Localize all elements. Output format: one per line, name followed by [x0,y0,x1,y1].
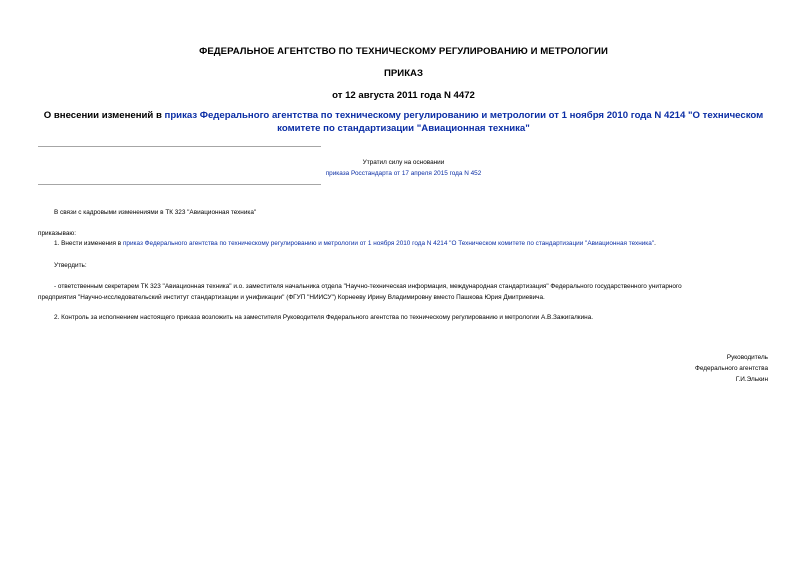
signature-title-2: Федерального агентства [694,365,768,372]
subject-link[interactable]: приказ Федерального агентства по техническому регулированию и метрологии от 1 ноября 2010 года N 4214 "О техническом комитете по стандартизации "Авиационная техника" [164,110,764,134]
approve-paragraph: Утвердить: [54,262,87,269]
item-1-link[interactable]: приказ Федерального агентства по техническому регулированию и метрологии от 1 ноября 2010 года N 4214 "О Техническом комитете по стандартизации "Авиационная техника" [122,240,655,247]
order-word: приказываю: [38,230,76,237]
secretary-line-2: предприятия "Научно-исследовательский институт стандартизации и унификации" (ФГУП "НИИСУ") Корнееву Ирину Владимировну вместо Пашкова Юрия Дмитриевича. [38,294,545,301]
signature-name: Г.И.Элькин [735,376,768,383]
secretary-line-1: - ответственным секретарем ТК 323 "Авиационная техника" и.о. заместителя начальника отдела "Научно-техническая информация, международная стандартизация" Федерального государственного унитарного [54,283,682,290]
status-link[interactable]: приказа Росстандарта от 17 апреля 2015 года N 452 [325,170,482,177]
subject-prefix: О внесении изменений в [43,110,165,121]
subject-heading [36,110,771,135]
item-1-suffix: . [654,240,656,247]
divider-top [38,146,321,147]
date-number-heading: от 12 августа 2011 года N 4472 [332,90,475,101]
intro-paragraph: В связи с кадровыми изменениями в ТК 323 "Авиационная техника" [54,209,257,216]
signature-title-1: Руководитель [726,354,768,361]
item-1-prefix: 1. Внести изменения в [54,240,123,247]
item-2-paragraph: 2. Контроль за исполнением настоящего приказа возложить на заместителя Руководителя Федерального агентства по техническому регулированию и метрологии А.В.Зажигалкина. [54,314,594,321]
agency-heading: ФЕДЕРАЛЬНОЕ АГЕНТСТВО ПО ТЕХНИЧЕСКОМУ РЕГУЛИРОВАНИЮ И МЕТРОЛОГИИ [199,46,608,57]
item-1-paragraph [54,238,656,249]
status-text: Утратил силу на основании [362,159,445,166]
doc-type-heading: ПРИКАЗ [384,68,423,79]
divider-bottom [38,184,321,185]
